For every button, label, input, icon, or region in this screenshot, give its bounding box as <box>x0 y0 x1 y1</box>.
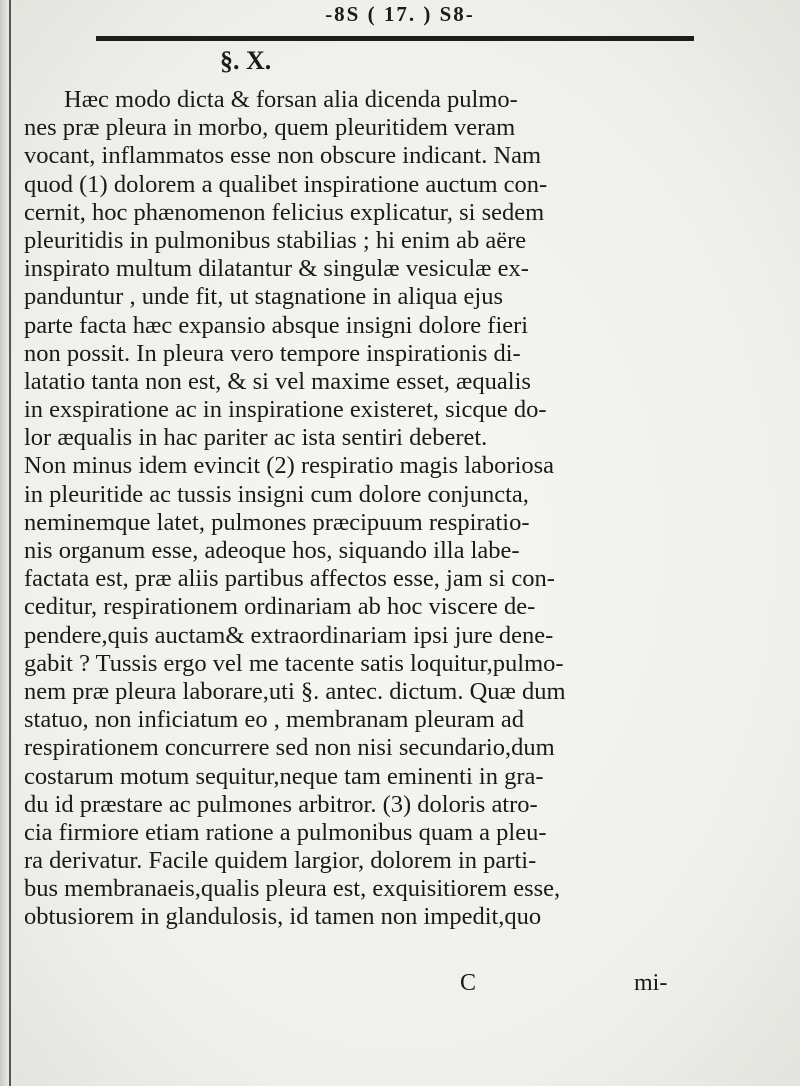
text-line: vocant, inflammatos esse non obscure indicant. Nam <box>24 142 542 170</box>
text-line: du id præstare ac pulmones arbitror. (3) doloris atro- <box>24 790 538 818</box>
page-number: ( 17. ) <box>367 2 433 26</box>
text-line: panduntur , unde fit, ut stagnatione in aliqua ejus <box>24 283 504 311</box>
text-line: nem præ pleura laborare,uti §. antec. dictum. Quæ dum <box>24 677 566 705</box>
text-line: inspirato multum dilatantur & singulæ vesiculæ ex- <box>24 255 529 283</box>
text-line: latatio tanta non est, & si vel maxime esset, æqualis <box>24 367 531 395</box>
text-line: parte facta hæc expansio absque insigni dolore fieri <box>24 311 529 339</box>
text-line: nis organum esse, adeoque hos, siquando illa labe- <box>24 537 520 564</box>
text-line: statuo, non inficiatum eo , membranam pleuram ad <box>24 706 525 734</box>
catchword: mi- <box>634 970 668 996</box>
running-header <box>0 2 800 27</box>
text-line: costarum motum sequitur,neque tam eminenti in gra- <box>24 762 544 790</box>
binding-shadow <box>0 0 14 1086</box>
footer-line <box>0 970 800 1000</box>
binding-edge-line <box>9 0 11 1086</box>
text-line: ra derivatur. Facile quidem largior, dolorem in parti- <box>24 847 537 875</box>
text-line: Non minus idem evincit (2) respiratio magis laboriosa <box>24 452 555 480</box>
text-line: non possit. In pleura vero tempore inspirationis di- <box>24 339 521 367</box>
text-line: factata est, præ aliis partibus affectos esse, jam si con- <box>24 565 555 593</box>
body-text <box>24 86 730 932</box>
text-line: Hæc modo dicta & forsan alia dicenda pulmo- <box>64 86 518 113</box>
header-ornament-left: -8S <box>325 2 361 26</box>
text-line: in pleuritide ac tussis insigni cum dolore conjuncta, <box>24 480 529 508</box>
section-title: §. X. <box>220 46 272 75</box>
text-line: pendere,quis auctam& extraordinariam ipsi jure dene- <box>24 621 554 649</box>
text-line: cia firmiore etiam ratione a pulmonibus quam a pleu- <box>24 818 547 846</box>
text-line: gabit ? Tussis ergo vel me tacente satis loquitur,pulmo- <box>24 649 564 677</box>
text-line: obtusiorem in glandulosis, id tamen non impedit,quo <box>24 903 542 931</box>
text-line: ceditur, respirationem ordinariam ab hoc viscere de- <box>24 593 536 621</box>
signature-mark: C <box>460 970 477 996</box>
header-rule <box>96 36 694 41</box>
text-line: nes præ pleura in morbo, quem pleuritidem veram <box>24 114 516 142</box>
text-line: quod (1) dolorem a qualibet inspiratione auctum con- <box>24 170 548 198</box>
text-line: respirationem concurrere sed non nisi secundario,dum <box>24 734 555 762</box>
text-line: lor æqualis in hac pariter ac ista sentiri deberet. <box>24 424 488 452</box>
text-line: pleuritidis in pulmonibus stabilias ; hi enim ab aëre <box>24 226 527 254</box>
text-line: in exspiratione ac in inspiratione existeret, sicque do- <box>24 396 547 424</box>
text-line: bus membranaeis,qualis pleura est, exquisitiorem esse, <box>24 875 561 903</box>
text-line: cernit, hoc phænomenon felicius explicatur, si sedem <box>24 198 545 226</box>
header-ornament-right: S8- <box>439 2 475 26</box>
text-line: neminemque latet, pulmones præcipuum respiratio- <box>24 508 530 536</box>
